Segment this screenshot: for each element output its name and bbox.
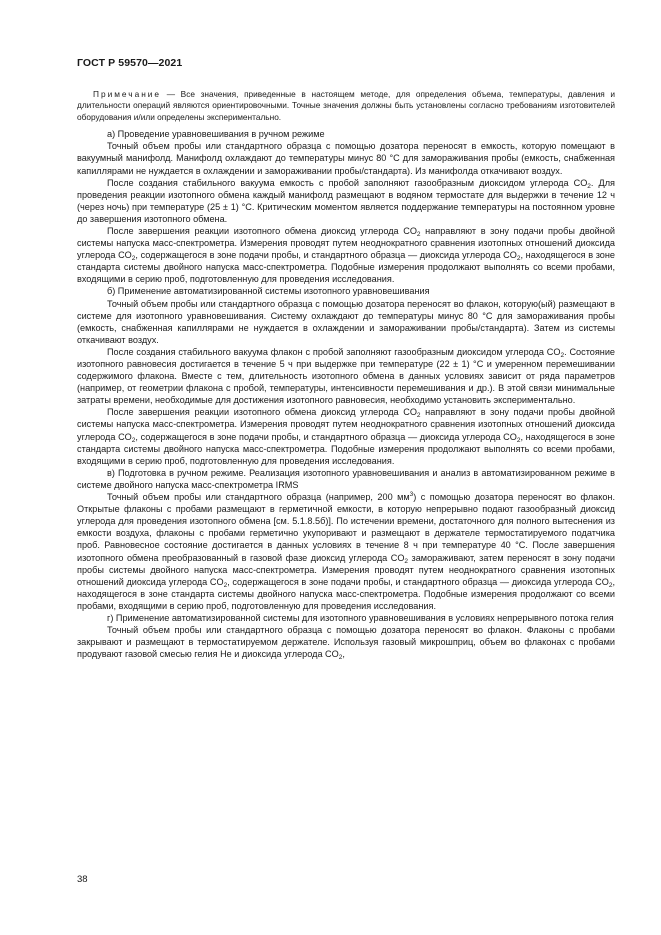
paragraph-a-heading: а) Проведение уравновешивания в ручном режиме <box>107 129 325 140</box>
document-body <box>77 89 615 660</box>
paragraph-b-heading: б) Применение автоматизированной системы изотопного уравновешивания <box>107 286 430 297</box>
paragraph: Точный объем пробы или стандартного образца с помощью дозатора переносят во флакон. Флаконы с пробами закрывают и размещают в термостатируемом держателе. Используя газовый микрошприц, объем во флаконах с пробами продувают газовой смесью гелия He и диоксида углерода $CO_2$, <box>77 625 615 662</box>
page-number: 38 <box>77 874 88 885</box>
paragraph: После создания стабильного вакуума емкость с пробой заполняют газообразным диоксидом углерода $CO_2$. Для проведения реакции изотопного обмена каждый манифолд размещают в водяном термостате для выдержки в течение 12 ч (через ночь) при температуре (25 ± 1) °С. Критическим моментом является поддержание температуры на постоянном уровне до завершения изотопного обмена. <box>77 177 615 224</box>
paragraph: Точный объем пробы или стандартного образца с помощью дозатора переносят во флакон, которую(ый) размещают в системе для изотопного уравновешивания. Систему охлаждают до температуры минус 80 °С для замораживания пробы (емкость, снабженная капиллярами не нуждается в охлаждении и замораживании пробы/стандарта). Затем из системы откачивают воздух. <box>77 298 615 345</box>
paragraph: После завершения реакции изотопного обмена диоксид углерода $CO_2$ направляют в зону подачи пробы двойной системы напуска масс-спектрометра. Измерения проводят путем неоднократного сравнения изотопных отношений диоксида углерода $CO_2$, содержащегося в зоне подачи пробы, и стандартного образца — диоксида углерода $CO_2$, находящегося в зоне стандарта системы двойного напуска масс-спектрометра. Подобные измерения продолжают выполнять со всеми пробами, входящими в серию проб, подготовленную для проведения исследования. <box>77 407 615 466</box>
note-label: Примечание <box>93 89 162 99</box>
paragraph-d-heading: г) Применение автоматизированной системы для изотопного уравновешивания в условиях непрерывного потока гелия <box>107 612 614 623</box>
paragraph: После завершения реакции изотопного обмена диоксид углерода $CO_2$ направляют в зону подачи пробы двойной системы напуска масс-спектрометра. Измерения проводят путем неоднократного сравнения изотопных отношений диоксида углерода $CO_2$, содержащегося в зоне подачи пробы, и стандартного образца — диоксида углерода $CO_2$, находящегося в зоне стандарта системы двойного напуска масс-спектрометра. Подобные измерения продолжают выполнять со всеми пробами, входящими в серию проб, подготовленную для проведения исследования. <box>77 225 615 285</box>
paragraph-c-heading: в) Подготовка в ручном режиме. Реализация изотопного уравновешивания и анализ в автоматизированном режиме в системе двойного напуска масс-спектрометра IRMS <box>77 467 615 490</box>
doc-header: ГОСТ Р 59570—2021 <box>77 57 183 69</box>
paragraph: Точный объем пробы или стандартного образца (например, 200 $мм^3$) с помощью дозатора переносят во флакон. Открытые флаконы с пробами размещают в герметичной емкости, в которую непрерывно подают газообразный диоксид углерода для проведения изотопного обмена [см. 5.1.8.5б)]. По истечении времени, достаточного для полного вытеснения из емкости воздуха, флаконы с пробами герметично укупоривают и размещают в держателе термостатируемого податчика проб. Равновесное состояние достигается в данных условиях в течение 8 ч при температуре 40 °С. После завершения изотопного обмена преобразованный в газовой фазе диоксид углерода $CO_2$ замораживают, затем переносят в зону подачи пробы системы двойного напуска масс-спектрометра. Измерения проводят путем неоднократного сравнения изотопных отношений диоксида углерода $CO_2$, содержащегося в зоне подачи пробы, и стандартного образца — диоксида углерода $CO_2$, находящегося в зоне стандарта системы двойного напуска масс-спектрометра. Подобные измерения продолжают со всеми пробами, входящими в серию проб, подготовленную для проведения исследования. <box>77 491 615 611</box>
note-paragraph <box>77 89 615 123</box>
note-text: — Все значения, приведенные в настоящем методе, для определения объема, температуры, давления и длительности операций являются ориентировочными. Точные значения должны быть установлены согласно требованиям изготовителей оборудования и/или определены экспериментально. <box>77 89 615 122</box>
paragraph: Точный объем пробы или стандартного образца с помощью дозатора переносят в емкость, которую помещают в вакуумный манифолд. Манифолд охлаждают до температуры минус 80 °С для замораживания пробы (емкость, снабженная капиллярами не нуждается в охлаждении и замораживании пробы/стандарта). Из манифолда откачивают воздух. <box>77 141 615 176</box>
paragraph: После создания стабильного вакуума флакон с пробой заполняют газообразным диоксидом углерода $CO_2$. Состояние изотопного равновесия достигается в течение 5 ч при выдержке при температуре (22 ± 1) °С и умеренном перемешивании содержимого флакона. Вместе с тем, длительность изотопного обмена в данных условиях зависит от ряда параметров (например, от геометрии флакона с пробой, температуры, интенсивности перемешивания и др.). В этой связи минимальные затраты времени, необходимые для достижения изотопного равновесия, необходимо установить экспериментально. <box>77 346 615 406</box>
